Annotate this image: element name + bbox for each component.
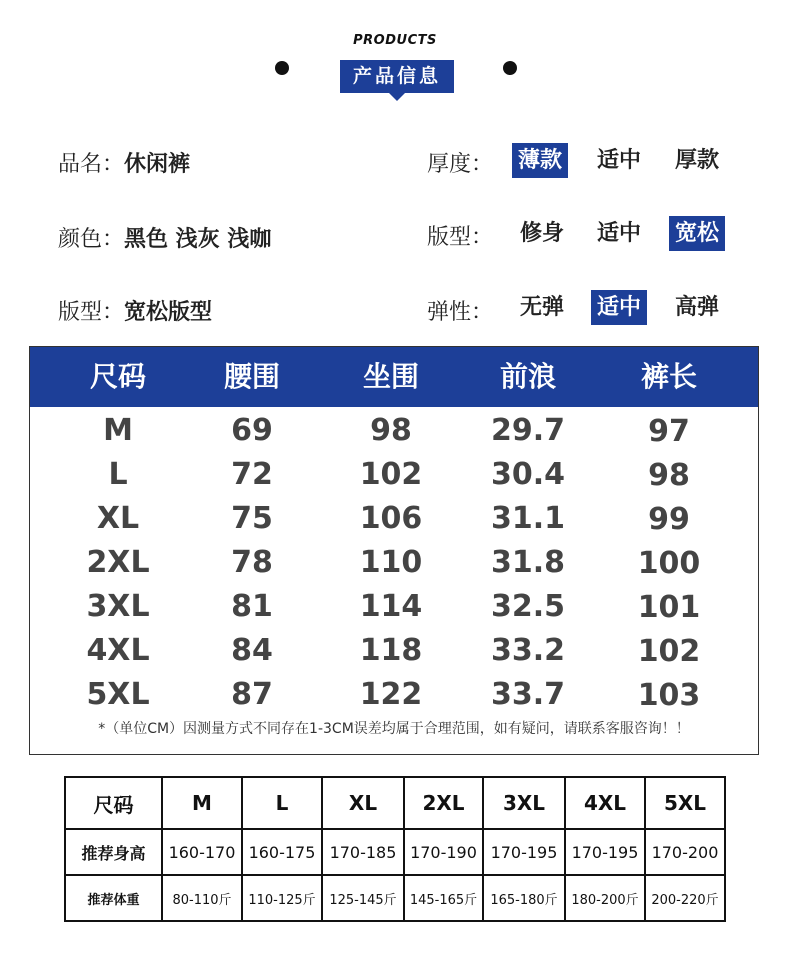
rec-cell: 80-110斤 [162,875,242,921]
dot-left-icon [275,61,289,75]
size-cell: L [108,457,128,492]
size-cell: 98 [370,413,412,448]
rec-cell: 170-200 [645,829,725,875]
attr-stretch-opt-none: 无弹 [520,295,565,320]
size-cell: 5XL [86,677,150,712]
size-cell: 29.7 [490,413,566,448]
size-cell: 103 [637,678,701,713]
size-cell: 110 [359,545,423,580]
rec-header-cell: 3XL [483,777,565,829]
rec-row-label: 推荐体重 [65,875,162,921]
size-cell: 69 [231,413,273,448]
size-cell: 97 [648,414,690,449]
attr-stretch-opt-medium: 适中 [591,290,647,325]
size-table-header [30,347,758,407]
size-cell: XL [96,501,140,536]
size-cell: 31.1 [490,501,566,536]
attr-thickness-opt-medium: 适中 [597,148,642,173]
recommend-table [64,776,726,922]
rec-header-cell: XL [322,777,404,829]
rec-cell: 170-185 [322,829,404,875]
info-fit-label: 版型： [58,300,125,325]
size-cell: 4XL [86,633,150,668]
size-cell: 33.7 [490,677,566,712]
dot-right-icon [503,61,517,75]
info-color [58,222,271,253]
rec-header-cell: L [242,777,322,829]
rec-cell: 110-125斤 [242,875,322,921]
info-color-label: 颜色： [58,227,125,252]
size-cell: 33.2 [490,633,566,668]
attr-thickness-opt-thick: 厚款 [675,148,720,173]
size-cell: 122 [359,677,423,712]
size-cell: M [103,413,133,448]
rec-cell: 170-195 [565,829,645,875]
rec-row-label: 推荐身高 [65,829,162,875]
rec-header-cell: 4XL [565,777,645,829]
rec-cell: 165-180斤 [483,875,565,921]
attr-fit-opt-regular: 适中 [597,221,642,246]
size-cell: 84 [231,633,273,668]
rec-cell: 170-195 [483,829,565,875]
attr-fit-opt-slim: 修身 [520,221,565,246]
size-cell: 102 [359,457,423,492]
size-cell: 118 [359,633,423,668]
attr-fit-opt-loose: 宽松 [669,216,725,251]
info-fit [58,295,212,326]
info-color-value: 黑色 浅灰 浅咖 [124,227,272,252]
size-cell: 78 [231,545,273,580]
attr-stretch-label: 弹性： [427,300,494,325]
size-cell: 100 [637,546,701,581]
rec-cell: 170-190 [404,829,483,875]
size-cell: 2XL [86,545,150,580]
table-row [65,829,725,875]
badge-notch-icon [389,93,405,101]
rec-header-cell: 5XL [645,777,725,829]
rec-cell: 160-175 [242,829,322,875]
header-english: PRODUCTS [353,33,437,48]
size-cell: 114 [359,589,423,624]
attr-thickness-label: 厚度： [427,152,494,177]
size-cell: 30.4 [490,457,566,492]
size-cell: 32.5 [490,589,566,624]
table-row [65,777,725,829]
rec-cell: 125-145斤 [322,875,404,921]
info-fit-value: 宽松版型 [124,300,213,325]
rec-cell: 180-200斤 [565,875,645,921]
size-cell: 3XL [86,589,150,624]
size-cell: 101 [637,590,701,625]
size-cell: 87 [231,677,273,712]
rec-header-cell: 2XL [404,777,483,829]
size-cell: 106 [359,501,423,536]
size-cell: 102 [637,634,701,669]
rec-header-cell: M [162,777,242,829]
size-cell: 98 [648,458,690,493]
size-cell: 81 [231,589,273,624]
info-name-label: 品名： [58,152,125,177]
size-table [29,346,759,755]
size-cell: 72 [231,457,273,492]
attr-fit-label: 版型： [427,225,494,250]
rec-cell: 200-220斤 [645,875,725,921]
size-cell: 75 [231,501,273,536]
rec-header-cell: 尺码 [65,777,162,829]
size-table-note: *（单位CM）因测量方式不同存在1-3CM误差均属于合理范围，如有疑问，请联系客服咨询！！ [98,721,690,737]
size-header-size: 尺码 [89,360,146,393]
attr-thickness-opt-thin: 薄款 [512,143,568,178]
size-header-hip: 坐围 [362,360,419,393]
header-title-badge: 产品信息 [340,60,454,93]
info-name [58,147,190,178]
info-name-value: 休闲裤 [124,152,191,177]
attr-stretch-opt-high: 高弹 [675,295,720,320]
rec-cell: 145-165斤 [404,875,483,921]
size-header-waist: 腰围 [223,360,280,393]
table-row [65,875,725,921]
size-header-rise: 前浪 [499,360,556,393]
rec-cell: 160-170 [162,829,242,875]
size-cell: 99 [648,502,690,537]
size-cell: 31.8 [490,545,566,580]
size-header-length: 裤长 [640,360,697,393]
